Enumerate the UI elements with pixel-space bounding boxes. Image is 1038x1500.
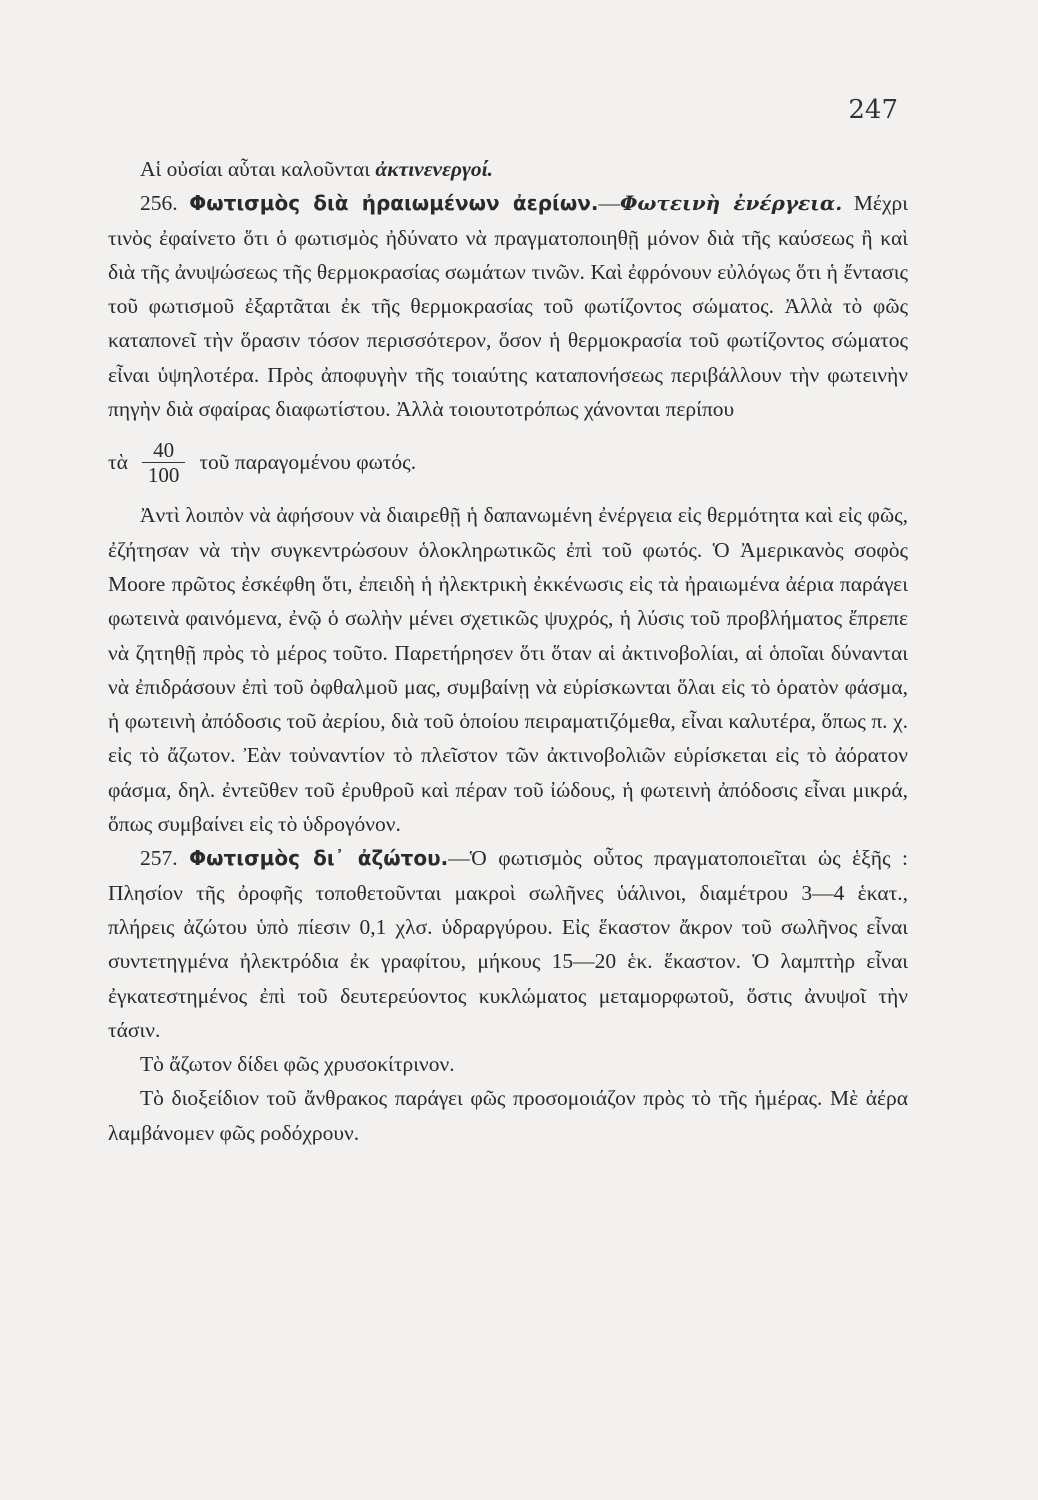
section-subheading: Φωτεινὴ ἐνέργεια. xyxy=(619,191,843,216)
section-heading: Φωτισμὸς διὰ ἠραιωμένων ἀερίων. xyxy=(189,191,599,216)
fraction xyxy=(142,438,186,487)
section-text: —Ὁ φωτισμὸς οὗτος πραγματοποιεῖται ὡς ἑξῆς : Πλησίον τῆς ὀροφῆς τοποθετοῦνται μακροὶ σωλῆνες ὑάλινοι, διαμέτρου 3—4 ἑκατ., πλήρεις ἀζώτου ὑπὸ πίεσιν 0,1 χλσ. ὑδραργύρου. Εἰς ἕκαστον ἄκρον τοῦ σωλῆνος εἶναι συντετηγμένα ἠλεκτρόδια ἐκ γραφίτου, μήκους 15—20 ἑκ. ἕκαστον. Ὁ λαμπτὴρ εἶναι ἐγκατεστημένος ἐπὶ τοῦ δευτερεύοντος κυκλώματος μεταμορφωτοῦ, ὅστις ἀνυψοῖ τὴν τάσιν. xyxy=(108,846,908,1042)
fraction-prefix: τὰ xyxy=(108,450,128,475)
emphasis-term: ἀκτινενεργοί. xyxy=(375,157,494,181)
paragraph-co2: Τὸ διοξείδιον τοῦ ἄνθρακος παράγει φῶς προσομοιάζον πρὸς τὸ τῆς ἡμέρας. Μὲ ἀέρα λαμβάνομεν φῶς ροδόχρουν. xyxy=(108,1086,908,1145)
fraction-denominator: 100 xyxy=(142,462,186,487)
paragraph-moore: Ἀντὶ λοιπὸν νὰ ἀφήσουν νὰ διαιρεθῇ ἡ δαπανωμένη ἐνέργεια εἰς θερμότητα καὶ εἰς φῶς, ἐζήτησαν νὰ τὴν συγκεντρώσουν ὁλοκληρωτικῶς ἐπὶ τοῦ φωτός. Ὁ Ἀμερικανὸς σοφὸς Moore πρῶτος ἐσκέφθη ὅτι, ἐπειδὴ ἡ ἠλεκτρικὴ ἐκκένωσις εἰς τὰ ἠραιωμένα ἀέρια παράγει φωτεινὰ φαινόμενα, ἐνῷ ὁ σωλὴν μένει σχετικῶς ψυχρός, ἡ λύσις τοῦ προβλήματος ἔπρεπε νὰ ζητηθῇ πρὸς τὸ μέρος τοῦτο. Παρετήρησεν ὅτι ὅταν αἱ ἀκτινοβολίαι, αἱ ὁποῖαι δύνανται νὰ ἐπιδράσουν ἐπὶ τοῦ ὀφθαλμοῦ μας, συμβαίνῃ νὰ εὑρίσκωνται ὅλαι εἰς τὸ ὁρατὸν φάσμα, ἡ φωτεινὴ ἀπόδοσις τοῦ ἀερίου, διὰ τοῦ ὁποίου πειραματιζόμεθα, εἶναι καλυτέρα, ὅπως π. χ. εἰς τὸ ἄζωτον. Ἐὰν τοὐναντίον τὸ πλεῖστον τῶν ἀκτινοβολιῶν εὑρίσκεται εἰς τὸ ἀόρατον φάσμα, δηλ. ἐντεῦθεν τοῦ ἐρυθροῦ καὶ πέραν τοῦ ἰώδους, ἡ φωτεινὴ ἀπόδοσις εἶναι μικρά, ὅπως συμβαίνει εἰς τὸ ὑδρογόνον. xyxy=(108,503,908,837)
fraction-line xyxy=(108,432,908,492)
section-257 xyxy=(108,841,908,1047)
paragraph-text: Αἱ οὐσίαι αὗται καλοῦνται xyxy=(140,157,376,181)
section-256 xyxy=(108,186,908,426)
fraction-suffix: τοῦ παραγομένου φωτός. xyxy=(199,450,417,475)
heading-dash: — xyxy=(598,191,620,216)
section-number: 257. xyxy=(140,846,178,871)
fraction-numerator: 40 xyxy=(153,437,175,462)
page-number: 247 xyxy=(848,95,898,125)
paragraph-radioactive xyxy=(108,152,908,186)
section-text: Μέχρι τινὸς ἐφαίνετο ὅτι ὁ φωτισμὸς ἠδύνατο νὰ πραγματοποιηθῇ μόνον διὰ τῆς καύσεως ἢ καὶ διὰ τῆς ἀνυψώσεως τῆς θερμοκρασίας σωμάτων τινῶν. Καὶ ἐφρόνουν εὐλόγως ὅτι ἡ ἔντασις τοῦ φωτισμοῦ ἐξαρτᾶται ἐκ τῆς θερμοκρασίας τοῦ φωτίζοντος σώματος. Ἀλλὰ τὸ φῶς καταπονεῖ τὴν ὅρασιν τόσον περισσότερον, ὅσον ἡ θερμοκρασία τοῦ φωτίζοντος σώματος εἶναι ὑψηλοτέρα. Πρὸς ἀποφυγὴν τῆς τοιαύτης καταπονήσεως περιβάλλουν τὴν φωτεινὴν πηγὴν διὰ σφαίρας διαφωτίστου. Ἀλλὰ τοιουτοτρόπως χάνονται περίπου xyxy=(108,191,909,422)
body-text xyxy=(108,152,908,1150)
section-heading: Φωτισμὸς δι᾽ ἀζώτου. xyxy=(189,846,449,871)
paragraph-nitrogen: Τὸ ἄζωτον δίδει φῶς χρυσοκίτρινον. xyxy=(140,1052,455,1077)
section-number: 256. xyxy=(140,191,178,216)
